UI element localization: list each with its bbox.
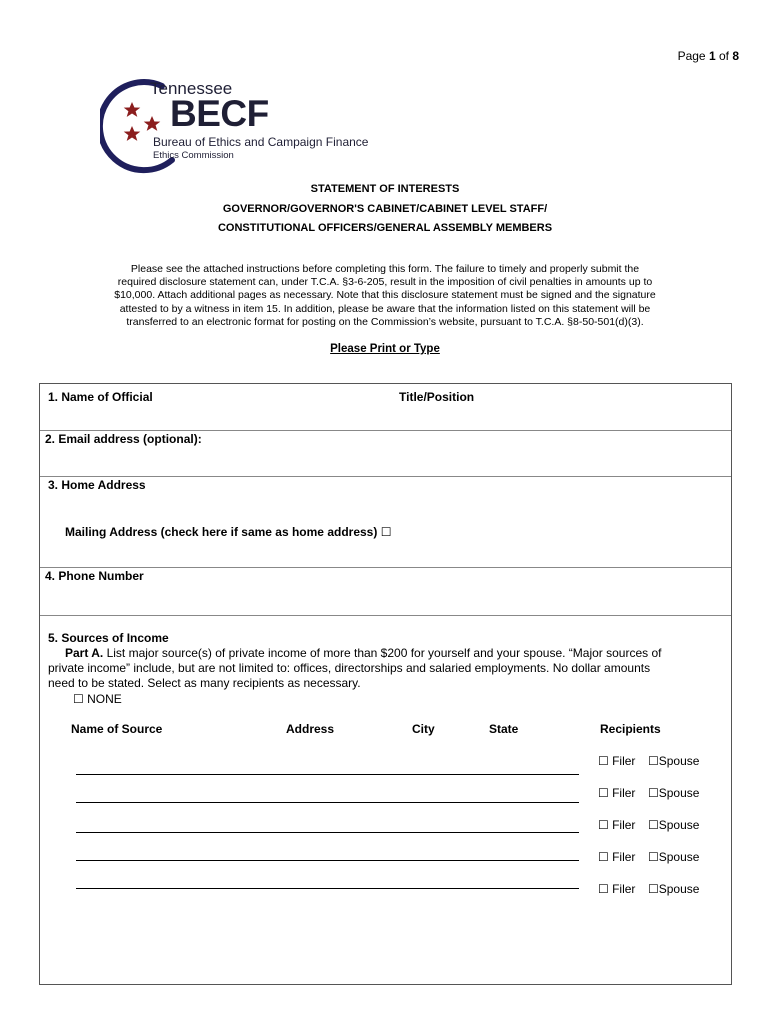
col-header-state: State <box>489 722 519 736</box>
spouse-checkbox[interactable]: ☐Spouse <box>648 850 700 864</box>
form-title <box>0 180 770 239</box>
section-divider <box>40 567 731 568</box>
title-position-label: Title/Position <box>399 390 475 404</box>
name-of-official-label: 1. Name of Official <box>48 390 153 404</box>
form-box <box>39 383 732 985</box>
home-address-label: 3. Home Address <box>48 478 146 492</box>
filer-checkbox[interactable]: ☐ Filer <box>598 850 636 864</box>
section-divider <box>40 476 731 477</box>
part-a-line: need to be stated. Select as many recipients as necessary. <box>48 676 361 690</box>
source-entry-line[interactable] <box>76 860 579 861</box>
intro-line: $10,000. Attach additional pages as necessary. Note that this disclosure statement must be signed and the signature <box>114 289 656 302</box>
spouse-checkbox[interactable]: ☐Spouse <box>648 818 700 832</box>
intro-line: Please see the attached instructions before completing this form. The failure to timely and properly submit the <box>130 263 640 275</box>
filer-checkbox[interactable]: ☐ Filer <box>598 882 636 896</box>
filer-checkbox[interactable]: ☐ Filer <box>598 754 636 768</box>
filer-checkbox[interactable]: ☐ Filer <box>598 786 636 800</box>
col-header-source: Name of Source <box>71 722 163 736</box>
logo-state-name: Tennessee <box>150 79 233 98</box>
email-label: 2. Email address (optional): <box>45 432 202 446</box>
mailing-address-label: Mailing Address (check here if same as home address) ☐ <box>65 525 392 539</box>
intro-line: required disclosure statement can, under T.C.A. §3-6-205, result in the imposition of civil penalties in amounts up to <box>117 276 653 289</box>
phone-number-label: 4. Phone Number <box>45 569 144 583</box>
section-divider <box>40 430 731 431</box>
col-header-recipients: Recipients <box>600 722 661 736</box>
col-header-city: City <box>412 722 435 736</box>
title-line-1: STATEMENT OF INTERESTS <box>310 183 460 195</box>
sources-of-income-label: 5. Sources of Income <box>48 631 169 645</box>
part-a-label: Part A. <box>65 646 104 660</box>
source-entry-line[interactable] <box>76 774 579 775</box>
spouse-checkbox[interactable]: ☐Spouse <box>648 882 700 896</box>
part-a-line: private income” include, but are not limited to: offices, directorships and salaried employments. No dollar amounts <box>48 661 651 675</box>
print-note: Please Print or Type <box>330 343 440 355</box>
spouse-checkbox[interactable]: ☐Spouse <box>648 786 700 800</box>
source-entry-line[interactable] <box>76 802 579 803</box>
part-a-line: List major source(s) of private income of more than $200 for yourself and your spouse. “Major sources of <box>103 646 662 660</box>
source-entry-line[interactable] <box>76 888 579 889</box>
logo-bureau-name: Bureau of Ethics and Campaign Finance <box>153 135 369 149</box>
intro-line: attested to by a witness in item 15. In addition, please be aware that the information listed on this statement will be <box>119 302 651 315</box>
intro-line: transferred to an electronic format for posting on the Commission’s website, pursuant to T.C.A. §8-50-501(d)(3). <box>126 315 644 328</box>
section-divider <box>40 615 731 616</box>
title-line-3: CONSTITUTIONAL OFFICERS/GENERAL ASSEMBLY MEMBERS <box>217 222 553 234</box>
logo-abbreviation: BECF <box>170 93 269 134</box>
source-entry-line[interactable] <box>76 832 579 833</box>
becf-logo <box>100 74 400 174</box>
part-a-instructions <box>48 646 695 691</box>
instructions-paragraph <box>82 263 688 329</box>
spouse-checkbox[interactable]: ☐Spouse <box>648 754 700 768</box>
same-address-checkbox[interactable]: ☐ <box>380 525 392 539</box>
col-header-address: Address <box>286 722 335 736</box>
page-number: Page 1 of 8 <box>677 49 739 63</box>
filer-checkbox[interactable]: ☐ Filer <box>598 818 636 832</box>
none-checkbox[interactable]: ☐ NONE <box>73 692 122 706</box>
logo-commission-name: Ethics Commission <box>153 150 234 161</box>
title-line-2: GOVERNOR/GOVERNOR'S CABINET/CABINET LEVEL STAFF/ <box>222 202 548 215</box>
